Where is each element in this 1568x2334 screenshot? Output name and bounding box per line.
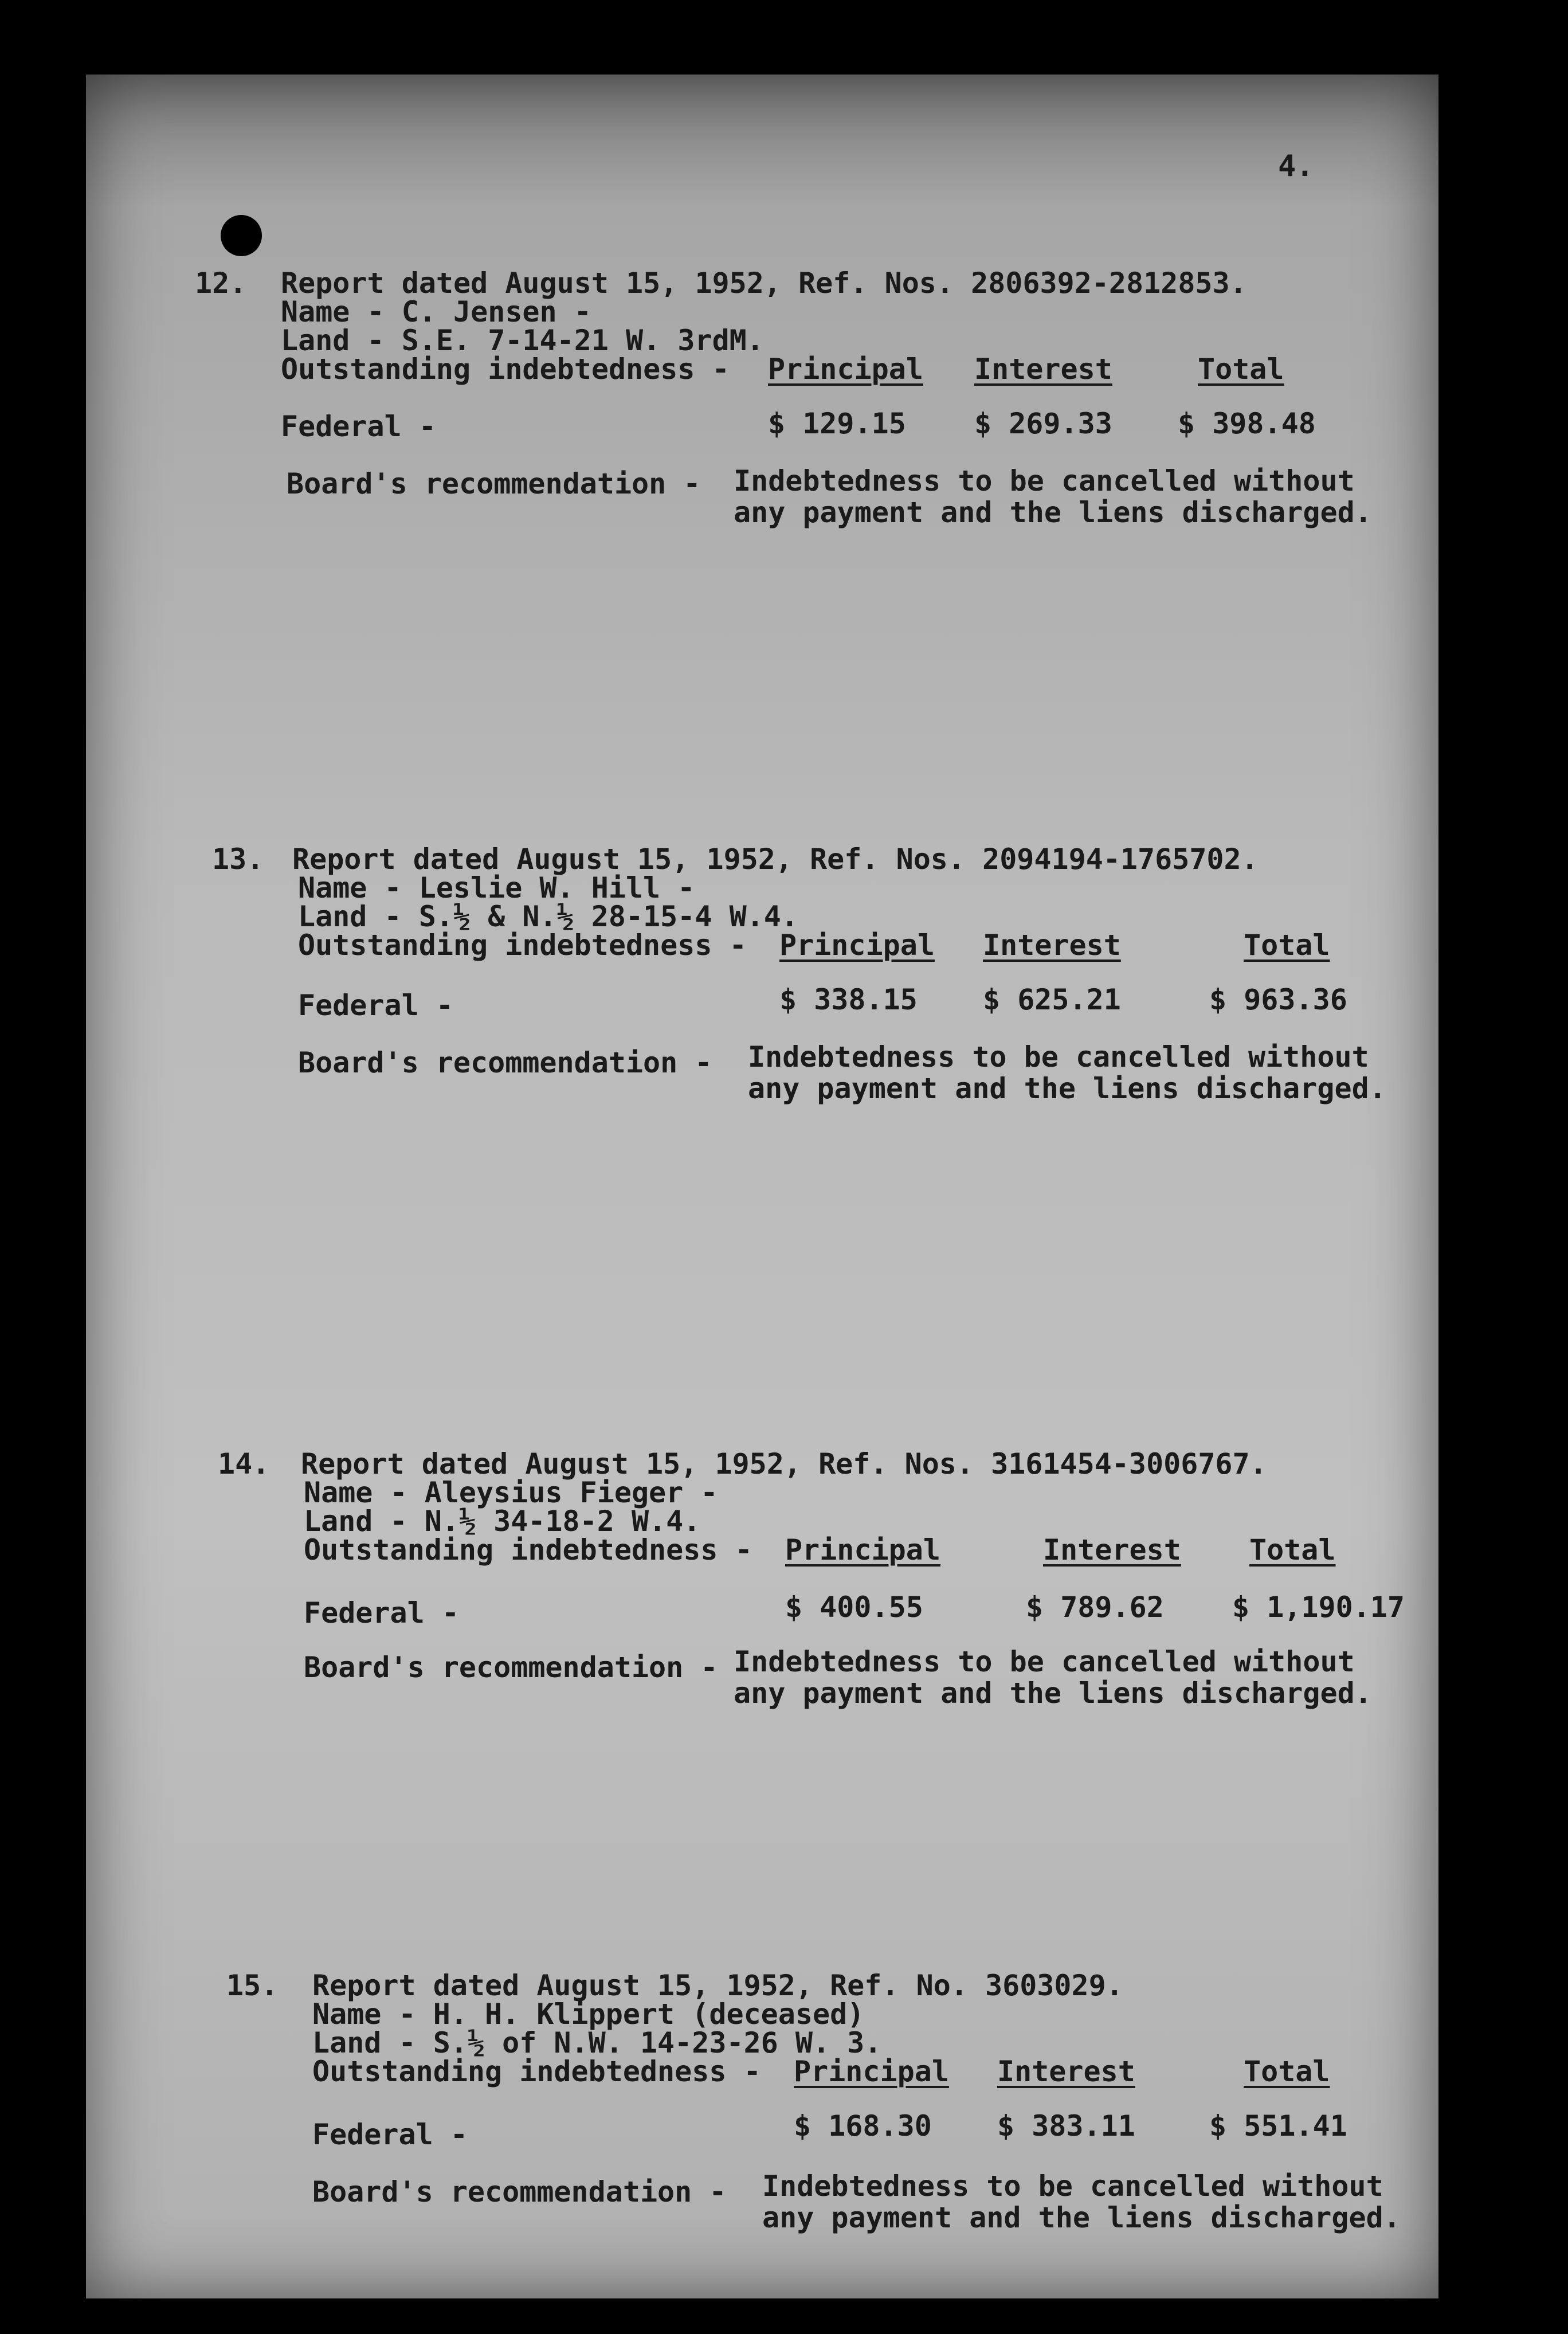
board-label: Board's recommendation - [312,2175,727,2208]
outstanding-label: Outstanding indebtedness - [304,1533,752,1567]
land-line: Land - S.½ of N.W. 14-23-26 W. 3. [312,2026,882,2059]
federal-label: Federal - [304,1596,459,1630]
interest-value: $ 789.62 [1026,1591,1164,1624]
report-line: Report dated August 15, 1952, Ref. No. 3603029. [312,1969,1123,2002]
federal-label: Federal - [312,2118,468,2151]
interest-value: $ 383.11 [997,2109,1135,2143]
report-line: Report dated August 15, 1952, Ref. Nos. 3161454-3006767. [301,1447,1267,1481]
total-header: Total [1244,929,1330,962]
total-header: Total [1249,1533,1336,1567]
federal-label: Federal - [281,410,436,443]
name-line: Name - H. H. Klippert (deceased) [312,1998,865,2031]
principal-value: $ 338.15 [779,983,918,1016]
recommendation-line-2: any payment and the liens discharged. [748,1072,1386,1105]
interest-header: Interest [997,2055,1135,2088]
report-line: Report dated August 15, 1952, Ref. Nos. 2806392-2812853. [281,267,1247,300]
report-line: Report dated August 15, 1952, Ref. Nos. 2094194-1765702. [292,843,1259,876]
principal-header: Principal [768,353,923,386]
page-number: 4. [1278,149,1314,183]
recommendation-line-2: any payment and the liens discharged. [734,496,1372,529]
principal-header: Principal [779,929,935,962]
total-header: Total [1244,2055,1330,2088]
principal-header: Principal [794,2055,949,2088]
interest-header: Interest [983,929,1121,962]
name-line: Name - C. Jensen - [281,295,591,328]
entry-number: 13. [212,843,264,876]
interest-value: $ 269.33 [974,407,1112,440]
land-line: Land - S.E. 7-14-21 W. 3rdM. [281,324,764,357]
board-label: Board's recommendation - [304,1651,718,1684]
land-line: Land - S.½ & N.½ 28-15-4 W.4. [298,900,798,933]
recommendation-line-1: Indebtedness to be cancelled without [748,1040,1369,1074]
recommendation-line-1: Indebtedness to be cancelled without [734,1645,1355,1678]
board-label: Board's recommendation - [287,467,701,500]
board-label: Board's recommendation - [298,1046,712,1079]
entry-number: 12. [195,267,247,300]
name-line: Name - Aleysius Fieger - [304,1476,718,1509]
total-value: $ 963.36 [1209,983,1347,1016]
interest-value: $ 625.21 [983,983,1121,1016]
federal-label: Federal - [298,989,453,1022]
outstanding-label: Outstanding indebtedness - [298,929,747,962]
interest-header: Interest [1043,1533,1181,1567]
total-value: $ 551.41 [1209,2109,1347,2143]
recommendation-line-1: Indebtedness to be cancelled without [762,2169,1383,2203]
recommendation-line-1: Indebtedness to be cancelled without [734,464,1355,498]
entry-number: 15. [226,1969,279,2002]
recommendation-line-2: any payment and the liens discharged. [762,2201,1401,2234]
name-line: Name - Leslie W. Hill - [298,871,695,904]
outstanding-label: Outstanding indebtedness - [281,353,730,386]
entry-number: 14. [218,1447,270,1481]
interest-header: Interest [974,353,1112,386]
principal-value: $ 400.55 [785,1591,923,1624]
outstanding-label: Outstanding indebtedness - [312,2055,761,2088]
total-header: Total [1198,353,1284,386]
total-value: $ 398.48 [1178,407,1316,440]
land-line: Land - N.½ 34-18-2 W.4. [304,1505,701,1538]
total-value: $ 1,190.17 [1232,1591,1405,1624]
principal-header: Principal [785,1533,940,1567]
principal-value: $ 129.15 [768,407,906,440]
principal-value: $ 168.30 [794,2109,932,2143]
punch-hole [221,215,262,256]
recommendation-line-2: any payment and the liens discharged. [734,1677,1372,1710]
